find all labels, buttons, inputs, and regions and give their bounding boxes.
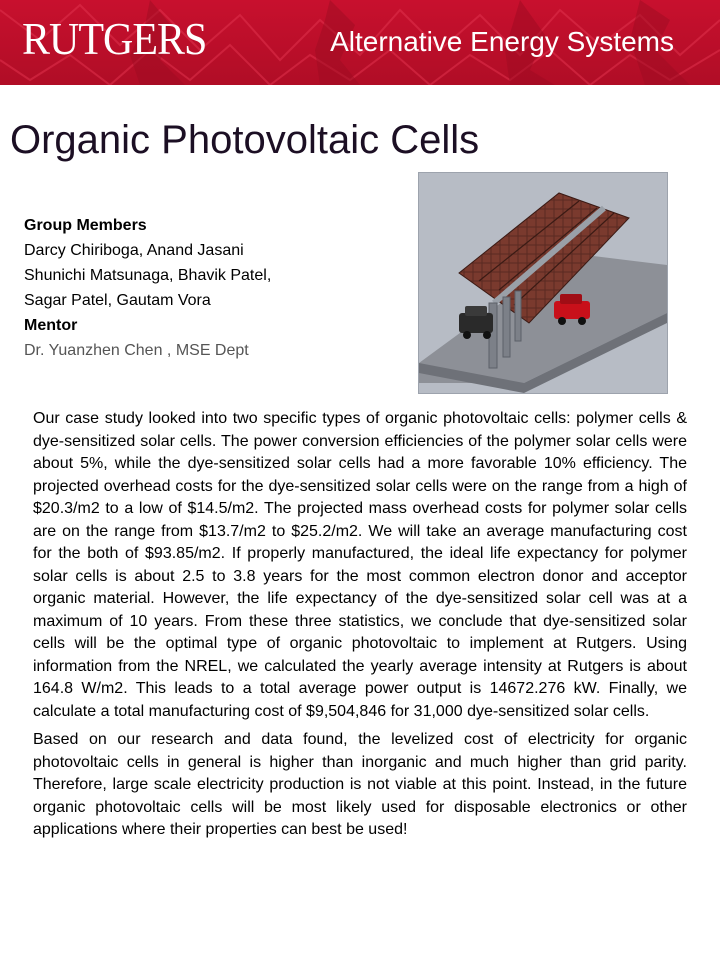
pylon — [515, 291, 521, 341]
member-line: Sagar Patel, Gautam Vora — [24, 292, 211, 309]
member-line: Darcy Chiriboga, Anand Jasani — [24, 242, 244, 259]
page-title: Organic Photovoltaic Cells — [10, 118, 480, 162]
body-paragraph: Based on our research and data found, the levelized cost of electricity for organic photovoltaic cells in general is higher than inorganic and much higher than grid parity. Therefore, large scale electricity production is not viable at this point. Instead, in the future organic photovoltaic cells will be most likely used for disposable electronics or other applications where their properties can best be used! — [33, 731, 687, 838]
mentor-name: Dr. Yuanzhen Chen , MSE Dept — [24, 342, 249, 359]
header-banner — [0, 0, 720, 85]
body-text — [33, 408, 687, 848]
rutgers-logo: RUTGERS — [22, 15, 207, 65]
body-paragraph: Our case study looked into two specific types of organic photovoltaic cells: polymer cells & dye-sensitized solar cells. The power conversion efficiencies of the polymer solar cells were about 5%, while the dye-sensitized solar cells had a more favorable 10% efficiency. The projected overhead costs for the dye-sensitized solar cells were on the range from a high of $20.3/m2 to a low of $14.5/m2. The projected mass overhead costs for polymer solar cells are on the range from $13.7/m2 to $25.2/m2. We will take an average manufacturing cost for the both of $93.85/m2. If properly manufactured, the ideal life expectancy for polymer solar cells is about 2.5 to 3.8 years for the most common electron donor and acceptor organic material. However, the life expectancy of the dye-sensitized solar cell was at a maximum of 10 years. From these three statistics, we conclude that dye-sensitized solar cells will be the optimal type of organic photovoltaic to implement at Rutgers. Using information from the NREL, we calculated the yearly average intensity at Rutgers is about 164.8 W/m2. This leads to a total average power output is 14672.276 kW. Finally, we calculate a total manufacturing cost of $9,504,846 for 31,000 dye-sensitized solar cells. — [33, 410, 687, 720]
team-info — [24, 213, 404, 363]
member-line: Shunichi Matsunaga, Bhavik Patel, — [24, 267, 272, 284]
mentor-heading: Mentor — [24, 317, 78, 334]
solar-array-drawing — [419, 173, 667, 393]
group-members-heading: Group Members — [24, 217, 147, 234]
pylon — [503, 297, 510, 357]
banner-title: Alternative Energy Systems — [330, 26, 674, 57]
solar-array-illustration — [418, 172, 668, 394]
